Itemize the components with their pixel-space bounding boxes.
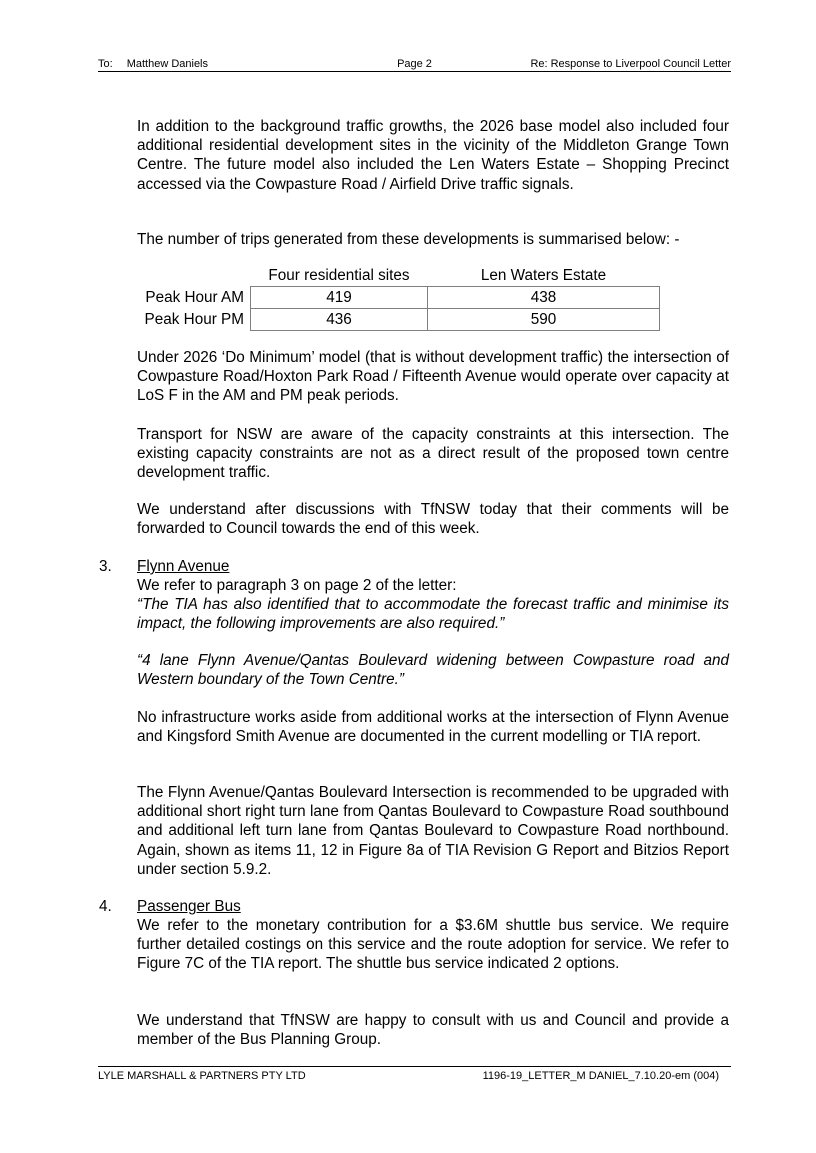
section-3-quote-1: “The TIA has also identified that to accommodate the forecast traffic and minimise its impact, the following improvements are also required.” xyxy=(137,596,729,633)
col-header-len-waters: Len Waters Estate xyxy=(480,267,607,284)
section-3-number: 3. xyxy=(99,558,112,575)
table-cell: 419 xyxy=(251,287,428,309)
footer-company: LYLE MARSHALL & PARTNERS PTY LTD xyxy=(98,1070,306,1082)
header-page-number: Page 2 xyxy=(397,58,432,70)
section-4-paragraph-1: We refer to the monetary contribution for a $3.6M shuttle bus service. We require further detailed costings on this service and the route adoption for service. We refer to Figure 7C of the TIA report. The shuttle bus service indicated 2 options. xyxy=(137,917,729,973)
section-4-title: Passenger Bus xyxy=(137,898,241,915)
paragraph-tfnsw-aware: Transport for NSW are aware of the capacity constraints at this intersection. The existing capacity constraints are not as a direct result of the proposed town centre development traffic. xyxy=(137,426,729,482)
section-3-title: Flynn Avenue xyxy=(137,558,230,575)
footer-document-ref: 1196-19_LETTER_M DANIEL_7.10.20-em (004) xyxy=(482,1070,719,1082)
section-3-quote-2: “4 lane Flynn Avenue/Qantas Boulevard widening between Cowpasture road and Western boundary of the Town Centre.” xyxy=(137,652,729,689)
paragraph-trips-intro: The number of trips generated from these developments is summarised below: - xyxy=(137,231,680,248)
paragraph-do-minimum: Under 2026 ‘Do Minimum’ model (that is without development traffic) the intersection of Cowpasture Road/Hoxton Park Road / Fifteenth Avenue would operate over capacity at LoS F in the AM and PM peak periods. xyxy=(137,349,729,405)
col-header-residential: Four residential sites xyxy=(268,267,410,284)
page-footer xyxy=(98,1066,731,1082)
table-cell: 590 xyxy=(428,309,660,331)
paragraph-tfnsw-comments: We understand after discussions with TfNSW today that their comments will be forwarded to Council towards the end of this week. xyxy=(137,501,729,538)
trips-table-header xyxy=(118,265,660,287)
table-row xyxy=(118,287,660,309)
row-label: Peak Hour PM xyxy=(144,311,244,328)
paragraph-background-growth: In addition to the background traffic growths, the 2026 base model also included four additional residential development sites in the vicinity of the Middleton Grange Town Centre. The future model also included the Len Waters Estate – Shopping Precinct accessed via the Cowpasture Road / Airfield Drive traffic signals. xyxy=(137,118,729,193)
row-label: Peak Hour AM xyxy=(145,289,244,306)
section-4-number: 4. xyxy=(99,898,112,915)
header-to-label: To: xyxy=(98,58,113,70)
header-subject: Re: Response to Liverpool Council Letter xyxy=(530,58,731,70)
section-3-paragraph-1: No infrastructure works aside from additional works at the intersection of Flynn Avenue and Kingsford Smith Avenue are documented in the current modelling or TIA report. xyxy=(137,709,729,746)
section-3-reference: We refer to paragraph 3 on page 2 of the letter: xyxy=(137,577,457,594)
section-3-paragraph-2: The Flynn Avenue/Qantas Boulevard Intersection is recommended to be upgraded with additional short right turn lane from Qantas Boulevard to Cowpasture Road southbound and additional left turn lane from Qantas Boulevard to Cowpasture Road northbound. Again, shown as items 11, 12 in Figure 8a of TIA Revision G Report and Bitzios Report under section 5.9.2. xyxy=(137,784,729,878)
trips-table xyxy=(118,265,660,331)
table-row xyxy=(118,309,660,331)
table-cell: 436 xyxy=(251,309,428,331)
section-4-paragraph-2: We understand that TfNSW are happy to consult with us and Council and provide a member of the Bus Planning Group. xyxy=(137,1012,729,1049)
header-recipient: Matthew Daniels xyxy=(126,58,209,70)
page-header xyxy=(98,57,731,72)
table-cell: 438 xyxy=(428,287,660,309)
